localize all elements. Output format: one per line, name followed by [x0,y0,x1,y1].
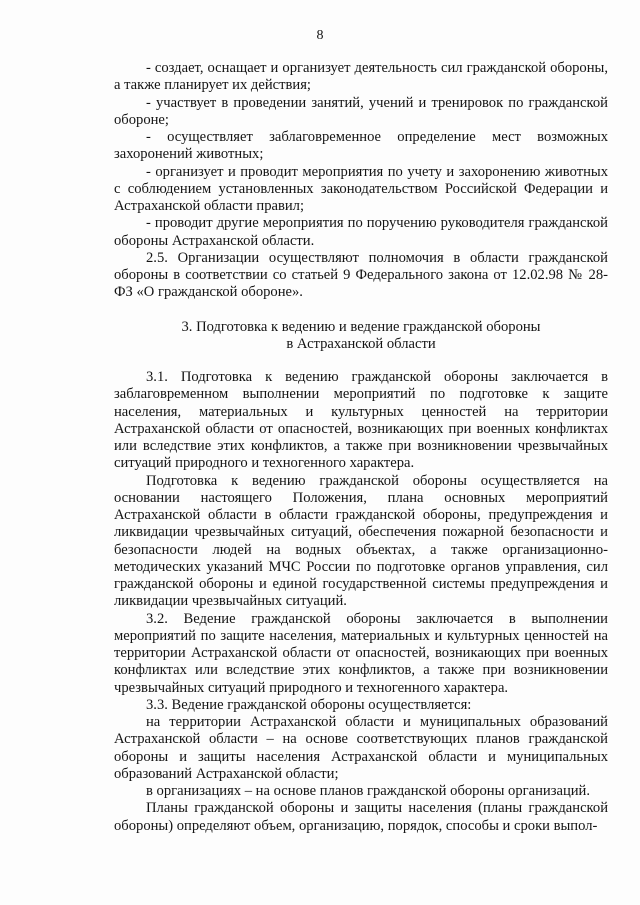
list-item: - создает, оснащает и организует деятельность сил гражданской обороны, а также планирует их действия; [114,60,608,94]
list-item: - участвует в проведении занятий, учений и тренировок по гражданской обороне; [114,94,608,128]
page-number: 8 [316,28,324,43]
paragraph-plans: Планы гражданской обороны и защиты населения (планы гражданской обороны) определяют объем, организацию, порядок, способы и сроки выпол- [114,800,608,834]
document-body [114,60,608,835]
list-item: - организует и проводит мероприятия по учету и захоронению животных с соблюдением установленных законодательством Российской Федерации и Астраханской области правил; [114,163,608,214]
list-item: - проводит другие мероприятия по поручению руководителя гражданской обороны Астраханской области. [114,215,608,249]
paragraph-territory: на территории Астраханской области и муниципальных образований Астраханской области – на основе соответствующих планов гражданской обороны и защиты населения Астраханской области и муниципальных образований Астраханской области; [114,714,608,782]
section-3-title-line-1: 3. Подготовка к ведению и ведение гражданской обороны [181,318,541,335]
paragraph-3-1: 3.1. Подготовка к ведению гражданской обороны заключается в заблаговременном выполнении мероприятий по подготовке к защите населения, материальных и культурных ценностей на территории Астраханской области от опасностей, возникающих при военных конфликтах или вследствие этих конфликтов, а также при возникновении чрезвычайных ситуаций природного и техногенного характера. [114,369,608,472]
list-item: - осуществляет заблаговременное определение мест возможных захоронений животных; [114,129,608,163]
section-3-title [114,319,608,354]
paragraph-3-2: 3.2. Ведение гражданской обороны заключается в выполнении мероприятий по защите населения, материальных и культурных ценностей на территории Астраханской области от опасностей, возникающих при военных конфликтах или вследствие этих конфликтов, а также при возникновении чрезвычайных ситуаций природного и техногенного характера. [114,610,608,696]
paragraph-3-3: 3.3. Ведение гражданской обороны осуществляется: [146,696,472,713]
paragraph-preparation-basis: Подготовка к ведению гражданской обороны осуществляется на основании настоящего Положения, плана основных мероприятий Астраханской области в области гражданской обороны, предупреждения и ликвидации чрезвычайных ситуаций, обеспечения пожарной безопасности и безопасности людей на водных объектах, а также организационно-методических указаний МЧС России по подготовке органов управления, сил гражданской обороны и единой государственной системы предупреждения и ликвидации чрезвычайных ситуаций. [114,472,608,610]
paragraph-2-5: 2.5. Организации осуществляют полномочия в области гражданской обороны в соответствии со статьей 9 Федерального закона от 12.02.98 № 28-ФЗ «О гражданской обороне». [114,249,608,301]
section-3-title-line-2: в Астраханской области [286,335,436,352]
paragraph-organizations: в организациях – на основе планов гражданской обороны организаций. [146,783,591,799]
